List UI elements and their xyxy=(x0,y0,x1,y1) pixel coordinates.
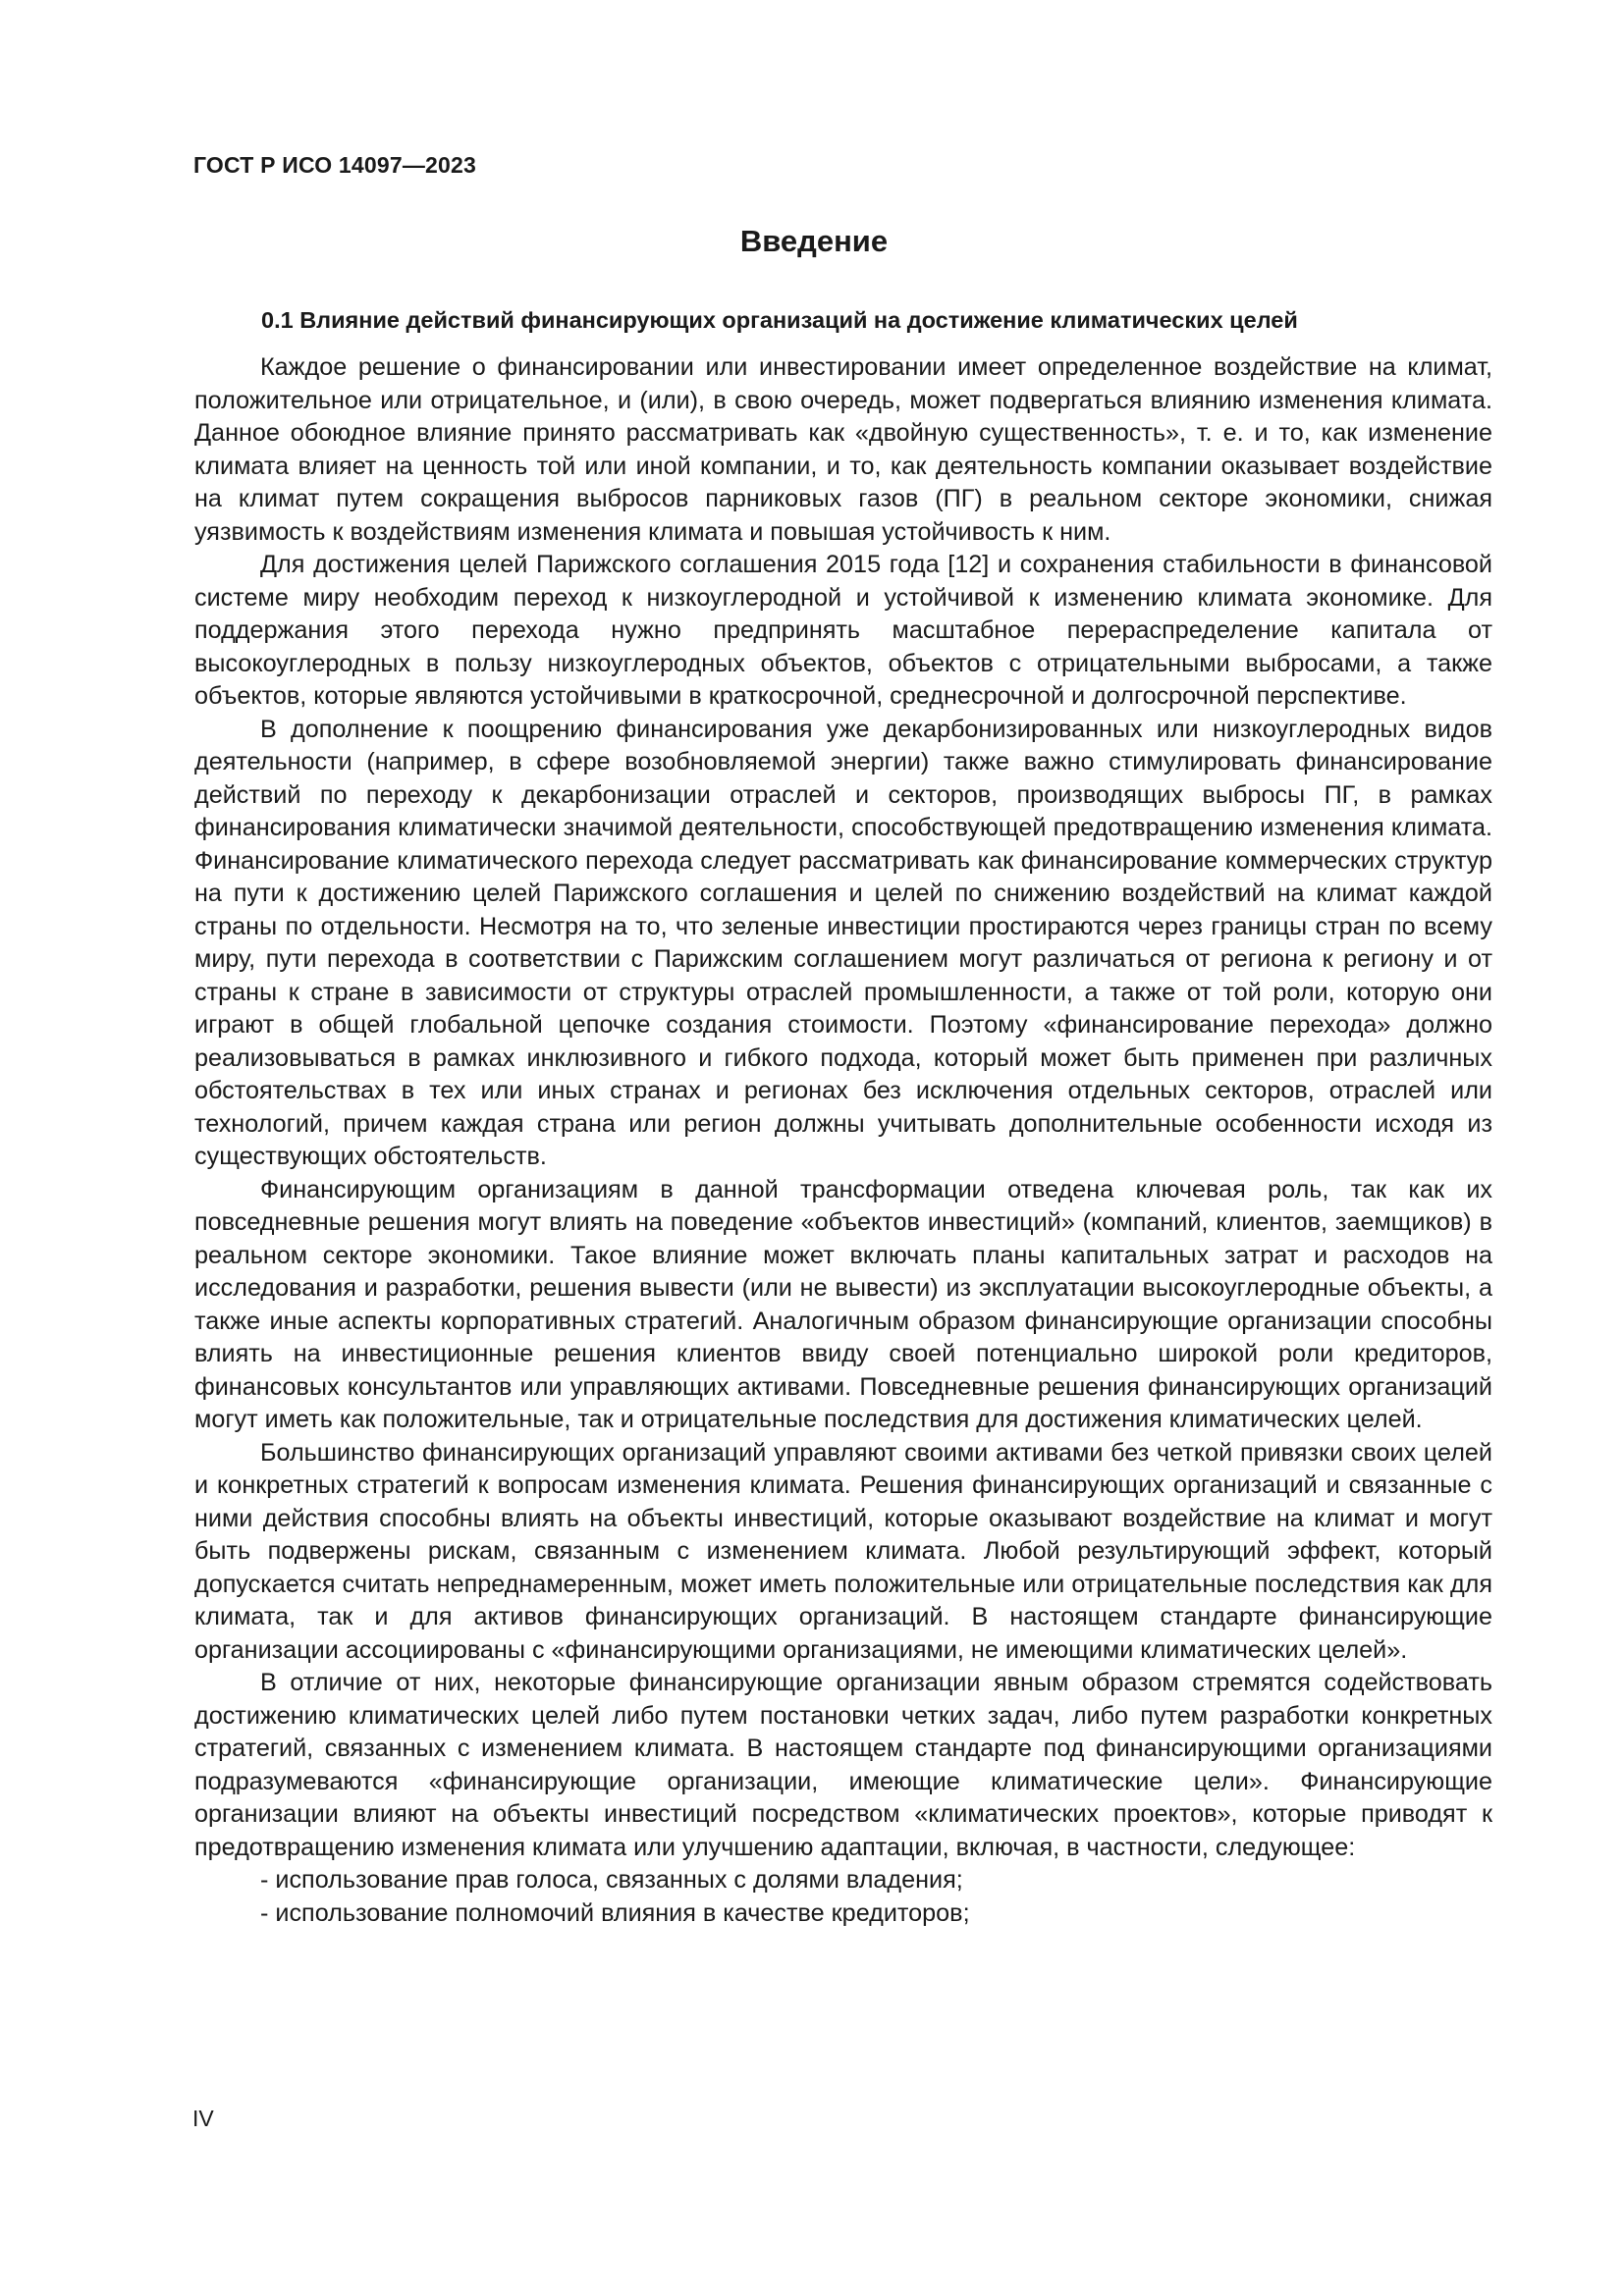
paragraph: В отличие от них, некоторые финансирующие организации явным образом стремятся содействовать достижению климатических целей либо путем постановки четких задач, либо путем разработки конкретных стратегий, связанных с изменением климата. В настоящем стандарте под финансирующими организациями подразумеваются «финансирующие организации, имеющие климатические цели». Финансирующие организации влияют на объекты инвестиций посредством «климатических проектов», которые приводят к предотвращению изменения климата или улучшению адаптации, включая, в частности, следующее: xyxy=(194,1669,1492,1861)
paragraph: Большинство финансирующих организаций управляют своими активами без четкой привязки своих целей и конкретных стратегий к вопросам изменения климата. Решения финансирующих организаций и связанные с ними действия способны влиять на объекты инвестиций, которые оказывают воздействие на климат и могут быть подвержены рискам, связанным с изменением климата. Любой результирующий эффект, который допускается считать непреднамеренным, может иметь положительные или отрицательные последствия как для климата, так и для активов финансирующих организаций. В настоящем стандарте финансирующие организации ассоциированы с «финансирующими организациями, не имеющими климатических целей». xyxy=(194,1438,1492,1664)
page-number: IV xyxy=(192,2106,214,2131)
paragraph: Финансирующим организациям в данной трансформации отведена ключевая роль, так как их повседневные решения могут влиять на поведение «объектов инвестиций» (компаний, клиентов, заемщиков) в реальном секторе экономики. Такое влияние может включать планы капитальных затрат и расходов на исследования и разработки, решения вывести (или не вывести) из эксплуатации высокоуглеродные объекты, а также иные аспекты корпоративных стратегий. Аналогичным образом финансирующие организации способны влиять на инвестиционные решения клиентов ввиду своей потенциально широкой роли кредиторов, финансовых консультантов или управляющих активами. Повседневные решения финансирующих организаций могут иметь как положительные, так и отрицательные последствия для достижения климатических целей. xyxy=(194,1175,1492,1433)
body-text xyxy=(194,351,1492,1930)
page-title: Введение xyxy=(739,224,889,258)
list-item: - использование полномочий влияния в качестве кредиторов; xyxy=(260,1898,970,1927)
document-header-id: ГОСТ Р ИСО 14097—2023 xyxy=(193,152,477,178)
section-heading: 0.1 Влияние действий финансирующих организаций на достижение климатических целей xyxy=(261,307,1298,333)
paragraph: В дополнение к поощрению финансирования уже декарбонизированных или низкоуглеродных видов деятельности (например, в сфере возобновляемой энергии) также важно стимулировать финансирование действий по переходу к декарбонизации отраслей и секторов, производящих выбросы ПГ, в рамках финансирования климатически значимой деятельности, способствующей предотвращению изменения климата. Финансирование климатического перехода следует рассматривать как финансирование коммерческих структур на пути к достижению целей Парижского соглашения и целей по снижению воздействий на климат каждой страны по отдельности. Несмотря на то, что зеленые инвестиции простираются через границы стран по всему миру, пути перехода в соответствии с Парижским соглашением могут различаться от региона к региону и от страны к стране в зависимости от структуры отраслей промышленности, а также от той роли, которую они играют в общей глобальной цепочке создания стоимости. Поэтому «финансирование перехода» должно реализовываться в рамках инклюзивного и гибкого подхода, который может быть применен при различных обстоятельствах в тех или иных странах и регионах без исключения отдельных секторов, отраслей или технологий, причем каждая страна или регион должны учитывать дополнительные особенности исходя из существующих обстоятельств. xyxy=(194,715,1492,1170)
paragraph: Для достижения целей Парижского соглашения 2015 года [12] и сохранения стабильности в финансовой системе миру необходим переход к низкоуглеродной и устойчивой к изменению климата экономике. Для поддержания этого перехода нужно предпринять масштабное перераспределение капитала от высокоуглеродных в пользу низкоуглеродных объектов, объектов с отрицательными выбросами, а также объектов, которые являются устойчивыми в краткосрочной, среднесрочной и долгосрочной перспективе. xyxy=(194,551,1492,710)
paragraph: Каждое решение о финансировании или инвестировании имеет определенное воздействие на климат, положительное или отрицательное, и (или), в свою очередь, может подвергаться влиянию изменения климата. Данное обоюдное влияние принято рассматривать как «двойную существенность», т. е. и то, как изменение климата влияет на ценность той или иной компании, и то, как деятельность компании оказывает воздействие на климат путем сокращения выбросов парниковых газов (ПГ) в реальном секторе экономики, снижая уязвимость к воздействиям изменения климата и повышая устойчивость к ним. xyxy=(194,353,1492,546)
list-item: - использование прав голоса, связанных с долями владения; xyxy=(260,1866,963,1894)
